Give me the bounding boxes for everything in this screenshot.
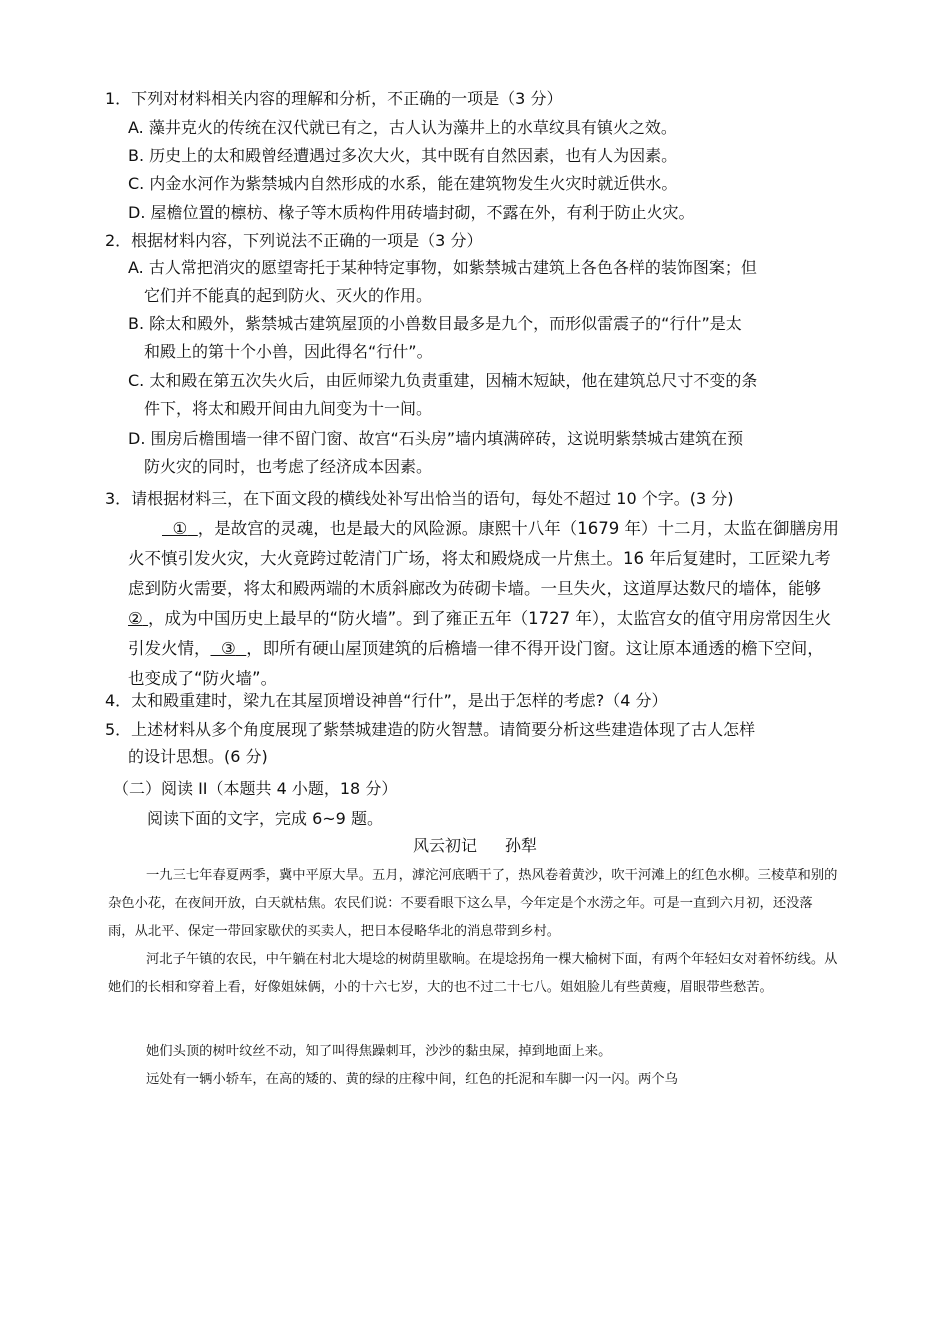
option-line-continued: 它们并不能真的起到防火、灭火的作用。 <box>144 286 433 305</box>
question-1-stem: 1．下列对材料相关内容的理解和分析，不正确的一项是（3 分） <box>105 89 563 108</box>
passage-segment-2: ，成为中国历史上最早的“防火墙”。到了雍正五年（1727 年），太监宫女的值守用房常因生火引发火情， <box>128 609 832 658</box>
option-line: C. 太和殿在第五次失火后，由匠师梁九负责重建，因楠木短缺，他在建筑总尺寸不变的条 <box>128 371 758 390</box>
story-paragraph-2 <box>108 946 838 1002</box>
question-2-option-c <box>128 367 840 423</box>
passage-segment-1: ，是故宫的灵魂，也是最大的风险源。康熙十八年（1679 年）十二月，太监在御膳房用火不慎引发火灾，大火竟跨过乾清门广场，将太和殿烧成一片焦土。16 年后复建时，工匠梁九考虑到防火需要，将太和殿两端的木质斜廊改为砖砌卡墙。一旦失火，这道厚达数尺的墙体，能够 <box>128 519 840 598</box>
option-line-continued: 和殿上的第十个小兽，因此得名“行什”。 <box>144 342 433 361</box>
paragraph-text: 一九三七年春夏两季，冀中平原大旱。五月，滹沱河底晒干了，热风卷着黄沙，吹干河滩上的红色水柳。三棱草和别的杂色小花，在夜间开放，白天就枯焦。农民们说：不要看眼下这么旱，今年定是个水涝之年。可是一直到六月初，还没落雨，从北平、保定一带回家歇伏的买卖人，把日本侵略华北的消息带到乡村。 <box>108 868 838 939</box>
paragraph-text: 她们头顶的树叶纹丝不动，知了叫得焦躁刺耳，沙沙的黏虫屎，掉到地面上来。 <box>146 1044 612 1059</box>
paragraph-text: 远处有一辆小轿车，在高的矮的、黄的绿的庄稼中间，红色的托泥和车脚一闪一闪。两个乌 <box>146 1072 678 1087</box>
blank-2-marker: ② <box>128 609 143 628</box>
section-heading: （二）阅读 II（本题共 4 小题，18 分） <box>113 779 398 798</box>
question-2-option-a <box>128 254 840 310</box>
story-paragraph-1 <box>108 862 838 946</box>
question-2-option-d <box>128 425 840 481</box>
question-1-option-c: C. 内金水河作为紫禁城内自然形成的水系，能在建筑物发生火灾时就近供水。 <box>128 174 678 193</box>
question-5-stem: 5．上述材料从多个角度展现了紫禁城建造的防火智慧。请简要分析这些建造体现了古人怎样 <box>105 720 756 739</box>
question-2-option-b <box>128 310 840 366</box>
blank-1 <box>162 519 198 538</box>
question-2-stem: 2．根据材料内容，下列说法不正确的一项是（3 分） <box>105 231 483 250</box>
option-line: D. 围房后檐围墙一律不留门窗、故宫“石头房”墙内填满碎砖，这说明紫禁城古建筑在预 <box>128 429 744 448</box>
blank-1-marker: ① <box>172 519 188 538</box>
passage-segment-3: ，即所有硬山屋顶建筑的后檐墙一律不得开设门窗。这让原本通透的檐下空间，也变成了“防火墙”。 <box>128 639 824 688</box>
option-line-continued: 件下，将太和殿开间由九间变为十一间。 <box>144 399 433 418</box>
option-line: B. 除太和殿外，紫禁城古建筑屋顶的小兽数目最多是九个，而形似雷震子的“行什”是太 <box>128 314 742 333</box>
section-instruction: 阅读下面的文字，完成 6~9 题。 <box>147 809 383 828</box>
question-3-stem: 3．请根据材料三，在下面文段的横线处补写出恰当的语句，每处不超过 10 个字。(3 分) <box>105 489 734 508</box>
option-line-continued: 防火灾的同时，也考虑了经济成本因素。 <box>144 457 433 476</box>
blank-2 <box>128 609 148 628</box>
question-1-option-a: A. 藻井克火的传统在汉代就已有之，古人认为藻井上的水草纹具有镇火之效。 <box>128 118 677 137</box>
question-1-option-d: D. 屋檐位置的檩枋、椽子等木质构件用砖墙封砌，不露在外，有利于防止火灾。 <box>128 203 695 222</box>
story-title-line <box>0 836 950 856</box>
question-1-option-b: B. 历史上的太和殿曾经遭遇过多次大火，其中既有自然因素，也有人为因素。 <box>128 146 678 165</box>
blank-3 <box>211 639 247 658</box>
question-3-passage <box>128 514 840 694</box>
question-4-stem: 4．太和殿重建时，梁九在其屋顶增设神兽“行什”，是出于怎样的考虑?（4 分） <box>105 691 668 710</box>
story-paragraph-4 <box>108 1066 838 1094</box>
paragraph-text: 河北子午镇的农民，中午躺在村北大堤埝的树荫里歇晌。在堤埝拐角一棵大榆树下面，有两个年轻妇女对着怀纺线。从她们的长相和穿着上看，好像姐妹俩，小的十六七岁，大的也不过二十七八。姐姐脸儿有些黄瘦，眉眼带些愁苦。 <box>108 952 838 995</box>
story-paragraph-3 <box>108 1038 838 1066</box>
option-line: A. 古人常把消灾的愿望寄托于某种特定事物，如紫禁城古建筑上各色各样的装饰图案；但 <box>128 258 757 277</box>
story-author: 孙犁 <box>505 836 538 855</box>
blank-3-marker: ③ <box>221 639 236 658</box>
story-title: 风云初记 <box>412 836 477 855</box>
question-5-stem-continued: 的设计思想。(6 分) <box>128 747 268 766</box>
